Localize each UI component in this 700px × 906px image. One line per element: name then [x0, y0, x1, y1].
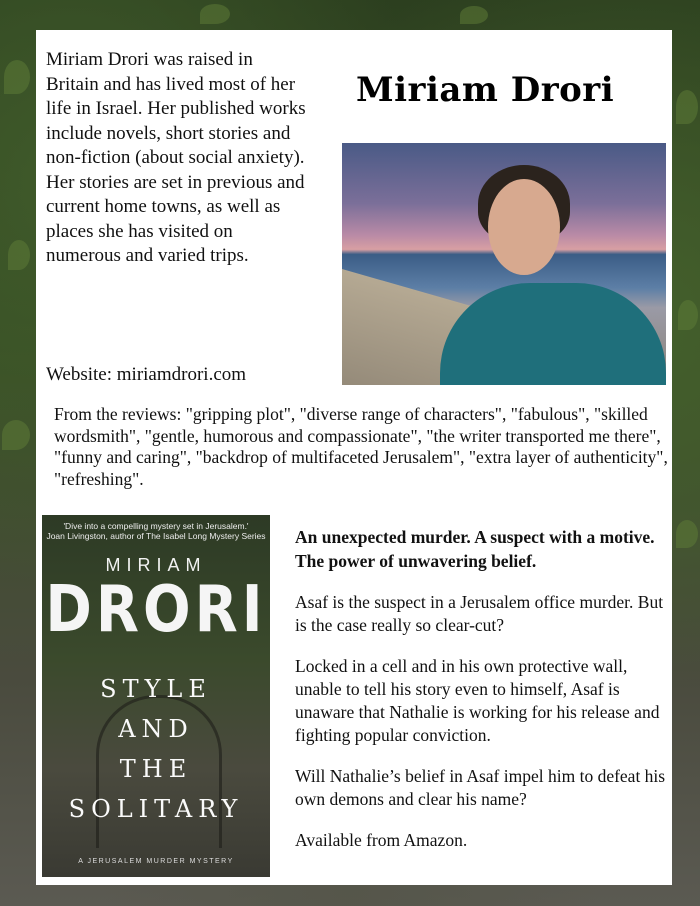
- reviews-quote: From the reviews: "gripping plot", "diverse range of characters", "fabulous", "skilled wordsmith", "gentle, humorous and compassionate", "the writer transported me there", "funny and caring", "backdrop of multifaceted Jerusalem", "extra layer of authenticity", "refreshing".: [54, 404, 668, 489]
- availability: Available from Amazon.: [295, 830, 468, 850]
- content-panel: [36, 30, 672, 885]
- author-bio: Miriam Drori was raised in Britain and has lived most of her life in Israel. Her published works include novels, short stories and non-fiction (about social anxiety). Her stories are set in previous and current home towns, as well as places she has visited on numerous and varied trips.: [46, 49, 306, 266]
- leaf-decoration: [678, 300, 698, 330]
- book-cover: [42, 515, 270, 877]
- author-photo: [342, 143, 666, 385]
- leaf-decoration: [200, 4, 230, 24]
- photo-face: [488, 179, 560, 275]
- author-website: Website: miriamdrori.com: [46, 364, 247, 385]
- blurb-tagline: An unexpected murder. A suspect with a motive. The power of unwavering belief.: [295, 527, 655, 571]
- cover-quote-text: 'Dive into a compelling mystery set in Jerusalem.': [63, 521, 249, 531]
- author-name: Miriam Drori: [356, 70, 615, 110]
- book-blurb: [295, 525, 667, 870]
- leaf-decoration: [676, 520, 698, 548]
- leaf-decoration: [676, 90, 698, 124]
- leaf-decoration: [460, 6, 488, 24]
- cover-author-first: MIRIAM: [105, 555, 207, 575]
- blurb-paragraph: Locked in a cell and in his own protective wall, unable to tell his story even to himself, Asaf is unaware that Nathalie is working for his release and fighting popular conviction.: [295, 656, 660, 745]
- cover-title-word: STYLE: [100, 675, 212, 703]
- photo-shirt: [440, 283, 666, 385]
- cover-quote-attribution: Joan Livingston, author of The Isabel Long Mystery Series: [46, 531, 266, 541]
- cover-title-word: AND: [118, 715, 194, 743]
- cover-title-word: SOLITARY: [68, 795, 244, 823]
- cover-author-last: DRORI: [45, 572, 267, 647]
- leaf-decoration: [2, 420, 30, 450]
- leaf-decoration: [4, 60, 30, 94]
- blurb-paragraph: Will Nathalie’s belief in Asaf impel him to defeat his own demons and clear his name?: [295, 766, 666, 809]
- blurb-paragraph: Asaf is the suspect in a Jerusalem office murder. But is the case really so clear-cut?: [295, 592, 664, 635]
- leaf-decoration: [8, 240, 30, 270]
- cover-quote: [42, 521, 270, 541]
- cover-title-word: THE: [119, 755, 193, 783]
- cover-series: A JERUSALEM MURDER MYSTERY: [78, 858, 234, 865]
